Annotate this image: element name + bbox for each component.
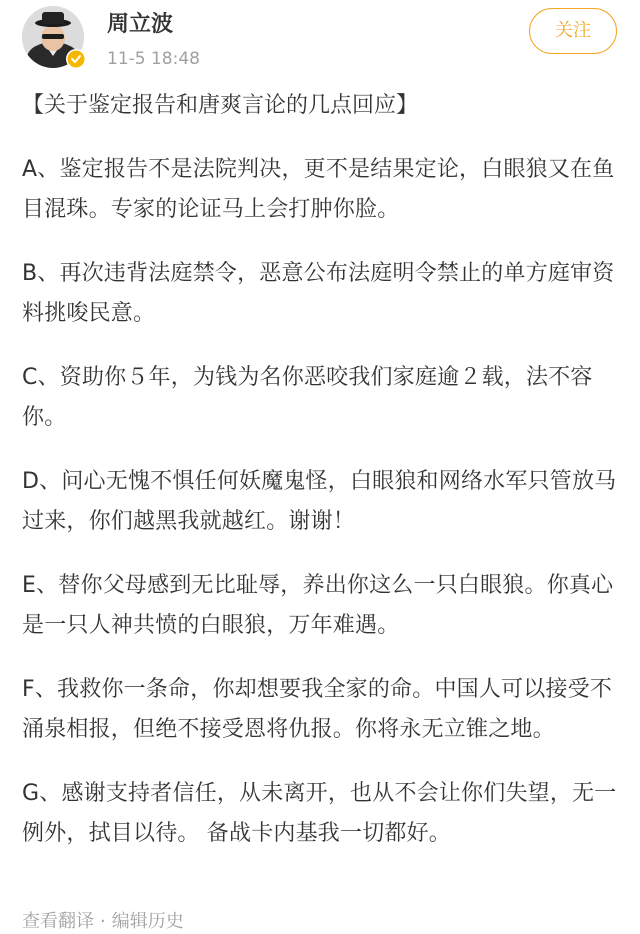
paragraph-f: F、我救你一条命，你却想要我全家的命。中国人可以接受不涌泉相报，但绝不接受恩将仇报。你将永无立锥之地。: [22, 677, 613, 742]
footer-separator: ·: [100, 911, 106, 932]
translate-link[interactable]: 查看翻译: [22, 911, 94, 932]
post-footer: [22, 910, 184, 934]
paragraph-a: A、鉴定报告不是法院判决，更不是结果定论，白眼狼又在鱼目混珠。专家的论证马上会打肿你脸。: [22, 157, 615, 222]
verified-badge-icon: [66, 49, 86, 69]
post-header: [0, 0, 640, 80]
post-body: [22, 88, 622, 878]
paragraph-e: E、替你父母感到无比耻辱，养出你这么一只白眼狼。你真心是一只人神共愤的白眼狼，万年难遇。: [22, 573, 614, 638]
paragraph-b: B、再次违背法庭禁令，恶意公布法庭明令禁止的单方庭审资料挑唆民意。: [22, 261, 615, 326]
paragraph-g: G、感谢支持者信任，从未离开，也从不会让你们失望，无一例外，拭目以待。 备战卡内基我一切都好。: [22, 781, 617, 846]
post-title: 【关于鉴定报告和唐爽言论的几点回应】: [22, 93, 419, 118]
follow-button[interactable]: 关注: [529, 8, 617, 54]
author-name[interactable]: 周立波: [107, 12, 174, 37]
paragraph-d: D、问心无愧不惧任何妖魔鬼怪，白眼狼和网络水军只管放马过来，你们越黑我就越红。谢谢！: [22, 469, 617, 534]
edit-history-link[interactable]: 编辑历史: [111, 911, 184, 932]
paragraph-c: C、资助你５年，为钱为名你恶咬我们家庭逾２载，法不容你。: [22, 365, 593, 430]
post-timestamp: 11-5 18:48: [107, 49, 200, 69]
